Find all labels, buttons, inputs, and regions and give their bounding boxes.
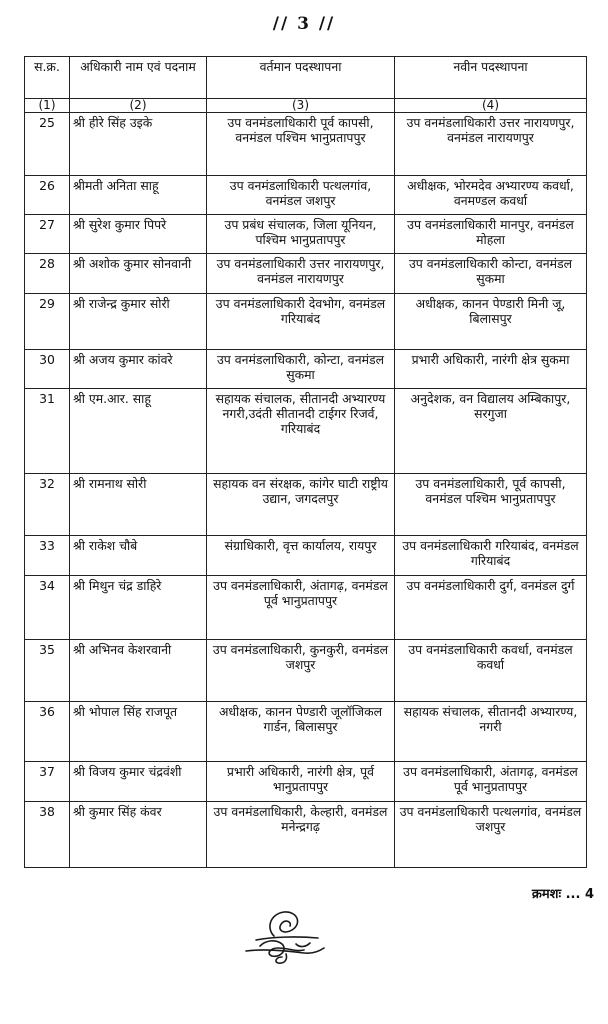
table-row	[25, 576, 587, 640]
serial-cell: 36	[25, 702, 70, 762]
serial-cell: 27	[25, 215, 70, 254]
serial-cell: 38	[25, 802, 70, 868]
officer-name-cell: श्री राकेश चौबे	[70, 536, 207, 576]
header-officer-name: अधिकारी नाम एवं पदनाम	[70, 57, 207, 99]
current-posting-cell: प्रभारी अधिकारी, नारंगी क्षेत्र, पूर्व भानुप्रतापपुर	[207, 762, 395, 802]
current-posting-cell: उप वनमंडलाधिकारी पत्थलगांव, वनमंडल जशपुर	[207, 176, 395, 215]
header-current-posting: वर्तमान पदस्थापना	[207, 57, 395, 99]
new-posting-cell: सहायक संचालक, सीतानदी अभ्यारण्य, नगरी	[395, 702, 587, 762]
column-number-row	[25, 99, 587, 113]
table-row	[25, 474, 587, 536]
signature	[226, 906, 346, 968]
new-posting-cell: अधीक्षक, कानन पेण्डारी मिनी जू, बिलासपुर	[395, 294, 587, 350]
continued-note: क्रमशः ... 4	[531, 887, 594, 902]
serial-cell: 25	[25, 113, 70, 176]
current-posting-cell: उप वनमंडलाधिकारी देवभोग, वनमंडल गरियाबंद	[207, 294, 395, 350]
serial-cell: 33	[25, 536, 70, 576]
column-number: (2)	[70, 99, 207, 113]
officer-name-cell: श्री राजेन्द्र कुमार सोरी	[70, 294, 207, 350]
current-posting-cell: उप वनमंडलाधिकारी उत्तर नारायणपुर, वनमंडल नारायणपुर	[207, 254, 395, 294]
officer-name-cell: श्री अशोक कुमार सोनवानी	[70, 254, 207, 294]
serial-cell: 37	[25, 762, 70, 802]
officer-name-cell: श्री मिथुन चंद्र डाहिरे	[70, 576, 207, 640]
current-posting-cell: सहायक संचालक, सीतानदी अभ्यारण्य नगरी,उदंती सीतानदी टाईगर रिजर्व, गरियाबंद	[207, 389, 395, 474]
serial-cell: 32	[25, 474, 70, 536]
table-row	[25, 536, 587, 576]
serial-cell: 26	[25, 176, 70, 215]
serial-cell: 35	[25, 640, 70, 702]
officer-name-cell: श्रीमती अनिता साहू	[70, 176, 207, 215]
table-row	[25, 389, 587, 474]
serial-cell: 30	[25, 350, 70, 389]
page-number: // 3 //	[272, 14, 336, 34]
serial-cell: 31	[25, 389, 70, 474]
table-header-row	[25, 57, 587, 99]
table-row	[25, 762, 587, 802]
current-posting-cell: उप वनमंडलाधिकारी, कुनकुरी, वनमंडल जशपुर	[207, 640, 395, 702]
new-posting-cell: उप वनमंडलाधिकारी उत्तर नारायणपुर, वनमंडल नारायणपुर	[395, 113, 587, 176]
column-number: (4)	[395, 99, 587, 113]
column-number: (1)	[25, 99, 70, 113]
officer-name-cell: श्री रामनाथ सोरी	[70, 474, 207, 536]
officer-name-cell: श्री अभिनव केशरवानी	[70, 640, 207, 702]
current-posting-cell: उप वनमंडलाधिकारी, अंतागढ़, वनमंडल पूर्व भानुप्रतापपुर	[207, 576, 395, 640]
table-row	[25, 215, 587, 254]
officer-name-cell: श्री अजय कुमार कांवरे	[70, 350, 207, 389]
new-posting-cell: उप वनमंडलाधिकारी गरियाबंद, वनमंडल गरियाबंद	[395, 536, 587, 576]
officer-name-cell: श्री सुरेश कुमार पिपरे	[70, 215, 207, 254]
new-posting-cell: उप वनमंडलाधिकारी दुर्ग, वनमंडल दुर्ग	[395, 576, 587, 640]
new-posting-cell: उप वनमंडलाधिकारी कवर्धा, वनमंडल कवर्धा	[395, 640, 587, 702]
current-posting-cell: उप वनमंडलाधिकारी पूर्व कापसी, वनमंडल पश्चिम भानुप्रतापपुर	[207, 113, 395, 176]
table-row	[25, 294, 587, 350]
new-posting-cell: अनुदेशक, वन विद्यालय अम्बिकापुर, सरगुजा	[395, 389, 587, 474]
new-posting-cell: उप वनमंडलाधिकारी, पूर्व कापसी, वनमंडल पश्चिम भानुप्रतापपुर	[395, 474, 587, 536]
new-posting-cell: उप वनमंडलाधिकारी, अंतागढ़, वनमंडल पूर्व भानुप्रतापपुर	[395, 762, 587, 802]
current-posting-cell: अधीक्षक, कानन पेण्डारी जूलॉजिकल गार्डन, बिलासपुर	[207, 702, 395, 762]
new-posting-cell: उप वनमंडलाधिकारी कोन्टा, वनमंडल सुकमा	[395, 254, 587, 294]
header-new-posting: नवीन पदस्थापना	[395, 57, 587, 99]
table-row	[25, 254, 587, 294]
serial-cell: 28	[25, 254, 70, 294]
table-row	[25, 176, 587, 215]
header-serial: स.क्र.	[25, 57, 70, 99]
serial-cell: 29	[25, 294, 70, 350]
table-row	[25, 640, 587, 702]
new-posting-cell: उप वनमंडलाधिकारी पत्थलगांव, वनमंडल जशपुर	[395, 802, 587, 868]
current-posting-cell: सहायक वन संरक्षक, कांगेर घाटी राष्ट्रीय उद्यान, जगदलपुर	[207, 474, 395, 536]
current-posting-cell: उप प्रबंध संचालक, जिला यूनियन, पश्चिम भानुप्रतापपुर	[207, 215, 395, 254]
new-posting-cell: प्रभारी अधिकारी, नारंगी क्षेत्र सुकमा	[395, 350, 587, 389]
officer-name-cell: श्री विजय कुमार चंद्रवंशी	[70, 762, 207, 802]
table-row	[25, 702, 587, 762]
column-number: (3)	[207, 99, 395, 113]
officer-name-cell: श्री एम.आर. साहू	[70, 389, 207, 474]
officer-name-cell: श्री भोपाल सिंह राजपूत	[70, 702, 207, 762]
current-posting-cell: उप वनमंडलाधिकारी, केल्हारी, वनमंडल मनेन्द्रगढ़	[207, 802, 395, 868]
current-posting-cell: संग्राधिकारी, वृत्त कार्यालय, रायपुर	[207, 536, 395, 576]
table-row	[25, 802, 587, 868]
current-posting-cell: उप वनमंडलाधिकारी, कोन्टा, वनमंडल सुकमा	[207, 350, 395, 389]
table-row	[25, 350, 587, 389]
serial-cell: 34	[25, 576, 70, 640]
posting-table	[24, 56, 587, 868]
table-row	[25, 113, 587, 176]
officer-name-cell: श्री कुमार सिंह कंवर	[70, 802, 207, 868]
officer-name-cell: श्री हीरे सिंह उइके	[70, 113, 207, 176]
new-posting-cell: अधीक्षक, भोरमदेव अभ्यारण्य कवर्धा, वनमण्डल कवर्धा	[395, 176, 587, 215]
new-posting-cell: उप वनमंडलाधिकारी मानपुर, वनमंडल मोहला	[395, 215, 587, 254]
